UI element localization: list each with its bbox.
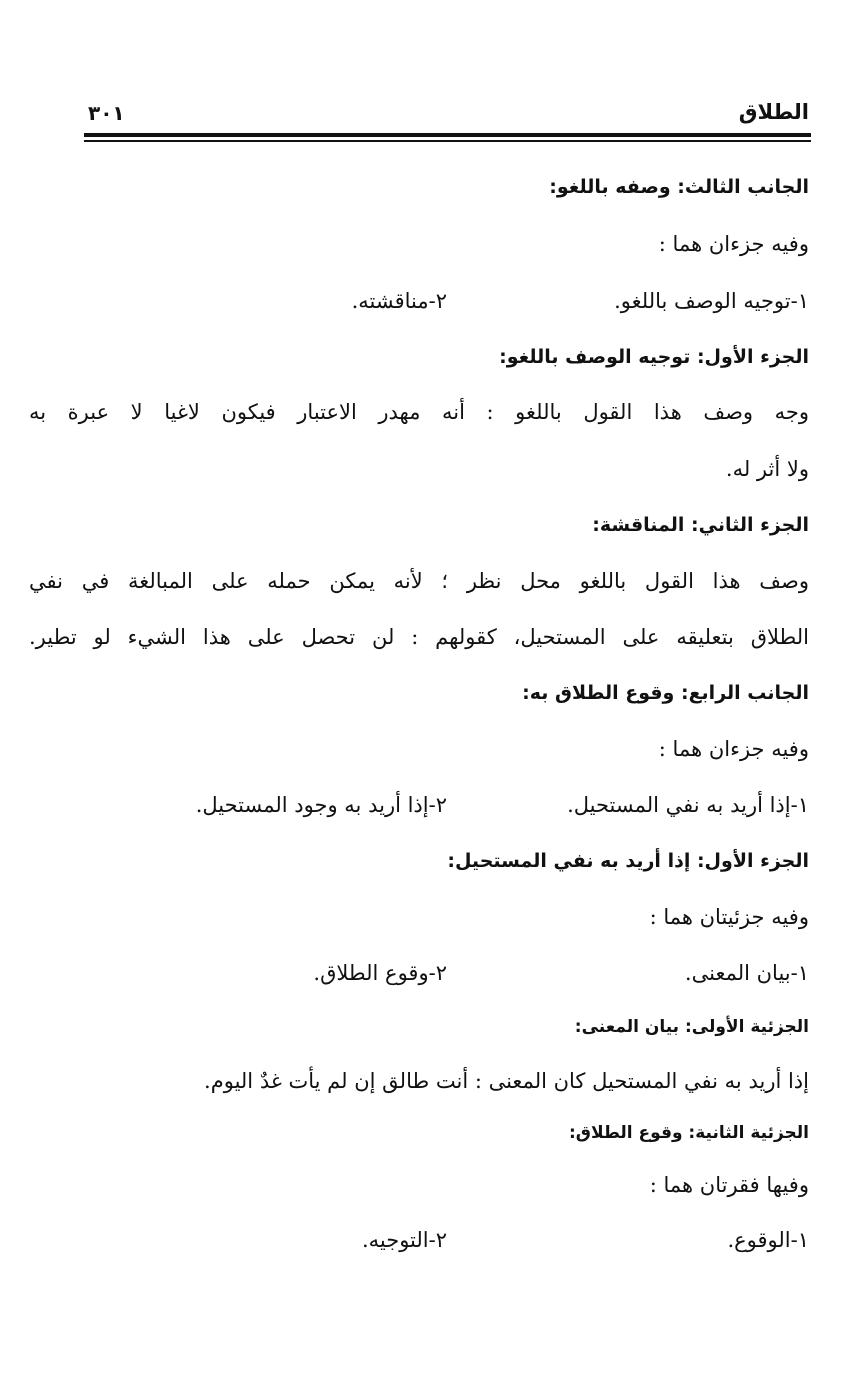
paragraph-line: وفيه جزئيتان هما : bbox=[649, 905, 809, 929]
subsection-heading: الجزء الأول: توجيه الوصف باللغو: bbox=[499, 346, 809, 368]
subsection-heading: الجزء الثاني: المناقشة: bbox=[592, 514, 809, 536]
section-heading-third-aspect: الجانب الثالث: وصفه باللغو: bbox=[549, 176, 809, 198]
paragraph-line: وفيها فقرتان هما : bbox=[649, 1173, 809, 1197]
list-item: ١-بيان المعنى. bbox=[684, 961, 809, 985]
header-rule-thick bbox=[84, 133, 811, 137]
header-rule-thin bbox=[84, 140, 811, 142]
list-item: ٢-مناقشته. bbox=[351, 289, 447, 313]
list-item: ١-إذا أريد به نفي المستحيل. bbox=[567, 793, 809, 817]
paragraph-line: وفيه جزءان هما : bbox=[658, 232, 809, 256]
list-item: ٢-إذا أريد به وجود المستحيل. bbox=[195, 793, 447, 817]
subsection-heading: الجزء الأول: إذا أريد به نفي المستحيل: bbox=[447, 850, 809, 872]
paragraph-line: وجه وصف هذا القول باللغو : أنه مهدر الاعتبار فيكون لاغيا لا عبرة به bbox=[29, 400, 809, 424]
list-item: ١-توجيه الوصف باللغو. bbox=[614, 289, 809, 313]
paragraph-line: الطلاق بتعليقه على المستحيل، كقولهم : لن تحصل على هذا الشيء لو تطير. bbox=[29, 625, 809, 649]
list-item: ٢-وقوع الطلاق. bbox=[313, 961, 447, 985]
paragraph-line: وصف هذا القول باللغو محل نظر ؛ لأنه يمكن حمله على المبالغة في نفي bbox=[29, 569, 809, 593]
running-header-title: الطلاق bbox=[738, 100, 809, 124]
paragraph-line: وفيه جزءان هما : bbox=[658, 737, 809, 761]
section-heading-fourth-aspect: الجانب الرابع: وقوع الطلاق به: bbox=[522, 682, 809, 704]
subpart-heading: الجزئية الثانية: وقوع الطلاق: bbox=[568, 1123, 809, 1143]
subpart-heading: الجزئية الأولى: بيان المعنى: bbox=[574, 1017, 809, 1037]
paragraph-line: إذا أريد به نفي المستحيل كان المعنى : أنت طالق إن لم يأت غدٌ اليوم. bbox=[204, 1069, 809, 1093]
list-item: ١-الوقوع. bbox=[727, 1228, 809, 1252]
paragraph-line: ولا أثر له. bbox=[725, 457, 809, 481]
list-item: ٢-التوجيه. bbox=[361, 1228, 447, 1252]
page-number: ٣٠١ bbox=[88, 101, 125, 125]
